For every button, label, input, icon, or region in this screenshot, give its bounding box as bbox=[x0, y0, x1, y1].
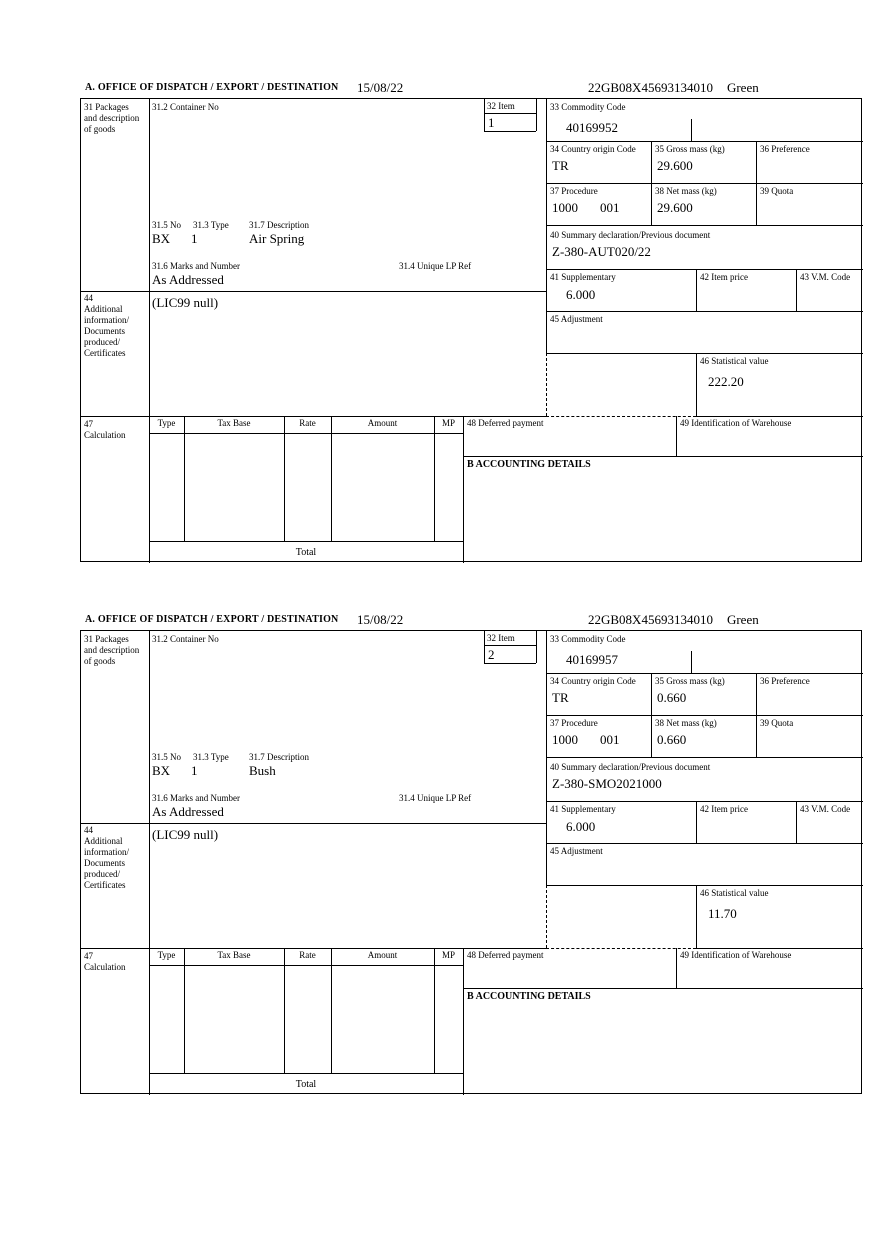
divider-line bbox=[546, 183, 863, 184]
dashed-divider-line bbox=[546, 416, 696, 417]
goods-description-value: Air Spring bbox=[249, 231, 305, 246]
divider-line bbox=[463, 456, 863, 457]
office-of-dispatch-label: A. OFFICE OF DISPATCH / EXPORT / DESTINATION bbox=[85, 614, 339, 625]
divider-line bbox=[546, 757, 863, 758]
divider-line bbox=[546, 673, 863, 674]
declaration-form bbox=[80, 630, 862, 1094]
box41-label: 41 Supplementary bbox=[550, 272, 616, 282]
divider-line bbox=[484, 645, 536, 646]
divider-line bbox=[184, 416, 185, 541]
box40-label: 40 Summary declaration/Previous document bbox=[550, 230, 711, 240]
divider-line bbox=[331, 416, 332, 541]
box32-label: 32 Item bbox=[487, 101, 515, 111]
dashed-divider-line bbox=[546, 885, 547, 948]
box31-2-label: 31.2 Container No bbox=[152, 634, 219, 644]
divider-line bbox=[691, 651, 692, 673]
box31-4-label: 31.4 Unique LP Ref bbox=[399, 793, 472, 803]
divider-line bbox=[149, 1073, 463, 1074]
divider-line bbox=[696, 269, 697, 311]
box44-label bbox=[84, 825, 142, 891]
box38-label: 38 Net mass (kg) bbox=[655, 186, 717, 196]
summary-declaration-value: Z-380-SMO2021000 bbox=[552, 776, 662, 791]
box33-label: 33 Commodity Code bbox=[550, 102, 626, 112]
country-origin-value: TR bbox=[552, 690, 569, 705]
divider-line bbox=[546, 225, 863, 226]
country-origin-value: TR bbox=[552, 158, 569, 173]
box47-text: Calculation bbox=[84, 430, 126, 440]
divider-line bbox=[546, 311, 863, 312]
box31-label: 31 Packages and description of goods bbox=[84, 634, 140, 666]
box49-label: 49 Identification of Warehouse bbox=[680, 418, 792, 428]
divider-line bbox=[149, 631, 150, 1095]
calc-header-mp: MP bbox=[441, 418, 455, 428]
divider-line bbox=[546, 269, 863, 270]
calc-header-tax-base: Tax Base bbox=[217, 950, 251, 960]
divider-line bbox=[434, 948, 435, 1073]
calc-header-type: Type bbox=[157, 418, 176, 428]
calc-header-type: Type bbox=[157, 950, 176, 960]
mrn-value: 22GB08X45693134010 bbox=[588, 612, 713, 627]
divider-line bbox=[546, 353, 863, 354]
box39-label: 39 Quota bbox=[760, 186, 794, 196]
block-header bbox=[0, 610, 882, 630]
box33-label: 33 Commodity Code bbox=[550, 634, 626, 644]
divider-line bbox=[676, 948, 677, 988]
divider-line bbox=[546, 715, 863, 716]
box39-label: 39 Quota bbox=[760, 718, 794, 728]
net-mass-value: 29.600 bbox=[657, 200, 693, 215]
statistical-value: 11.70 bbox=[708, 906, 737, 921]
divider-line bbox=[463, 948, 464, 1095]
divider-line bbox=[484, 99, 485, 131]
box44-text: Additional information/ Documents produced/ Certificates bbox=[84, 836, 129, 890]
divider-line bbox=[536, 631, 537, 663]
declaration-reference bbox=[588, 80, 759, 96]
office-of-dispatch-label: A. OFFICE OF DISPATCH / EXPORT / DESTINATION bbox=[85, 82, 339, 93]
box36-label: 36 Preference bbox=[760, 676, 810, 686]
calc-header-mp: MP bbox=[441, 950, 455, 960]
divider-line bbox=[81, 416, 546, 417]
declaration-reference bbox=[588, 612, 759, 628]
box31-4-label: 31.4 Unique LP Ref bbox=[399, 261, 472, 271]
divider-line bbox=[463, 416, 464, 563]
additional-information-value: (LIC99 null) bbox=[152, 295, 219, 310]
calc-header-amount: Amount bbox=[367, 418, 398, 428]
routing-status: Green bbox=[726, 80, 759, 95]
dashed-divider-line bbox=[546, 353, 547, 416]
routing-status: Green bbox=[726, 612, 759, 627]
commodity-code-value: 40169952 bbox=[566, 120, 618, 135]
divider-line bbox=[696, 353, 697, 416]
box43-label: 43 V.M. Code bbox=[800, 272, 851, 282]
divider-line bbox=[463, 988, 863, 989]
box31-5-label: 31.5 No bbox=[152, 752, 181, 762]
divider-line bbox=[184, 948, 185, 1073]
statistical-value: 222.20 bbox=[708, 374, 744, 389]
declaration-form bbox=[80, 98, 862, 562]
box47-label bbox=[84, 951, 144, 973]
procedure-ext-code: 001 bbox=[600, 732, 620, 747]
box31-3-label: 31.3 Type bbox=[193, 220, 229, 230]
divider-line bbox=[149, 965, 463, 966]
box34-label: 34 Country origin Code bbox=[550, 676, 636, 686]
declaration-item-block-2 bbox=[0, 610, 882, 1100]
divider-line bbox=[696, 801, 697, 843]
box35-label: 35 Gross mass (kg) bbox=[655, 676, 725, 686]
divider-line bbox=[484, 631, 485, 663]
box32-label: 32 Item bbox=[487, 633, 515, 643]
box31-6-label: 31.6 Marks and Number bbox=[152, 793, 240, 803]
box45-label: 45 Adjustment bbox=[550, 314, 603, 324]
divider-line bbox=[484, 663, 536, 664]
supplementary-value: 6.000 bbox=[566, 819, 596, 834]
box47-text: Calculation bbox=[84, 962, 126, 972]
dispatch-date: 15/08/22 bbox=[357, 80, 404, 95]
box31-label: 31 Packages and description of goods bbox=[84, 102, 140, 134]
accounting-details-label: B ACCOUNTING DETAILS bbox=[467, 991, 591, 1002]
box48-label: 48 Deferred payment bbox=[467, 418, 544, 428]
net-mass-value: 0.660 bbox=[657, 732, 687, 747]
box46-label: 46 Statistical value bbox=[700, 888, 769, 898]
calc-header-tax-base: Tax Base bbox=[217, 418, 251, 428]
additional-information-value: (LIC99 null) bbox=[152, 827, 219, 842]
box48-label: 48 Deferred payment bbox=[467, 950, 544, 960]
divider-line bbox=[796, 269, 797, 311]
divider-line bbox=[484, 131, 536, 132]
calc-total-label: Total bbox=[295, 547, 317, 558]
box37-label: 37 Procedure bbox=[550, 718, 598, 728]
divider-line bbox=[676, 416, 677, 456]
box31-2-label: 31.2 Container No bbox=[152, 102, 219, 112]
dashed-divider-line bbox=[546, 948, 696, 949]
goods-description-value: Bush bbox=[249, 763, 276, 778]
box44-number: 44 bbox=[84, 293, 93, 303]
procedure-code: 1000 bbox=[552, 732, 578, 747]
packages-type-value: 1 bbox=[191, 231, 198, 246]
accounting-details-label: B ACCOUNTING DETAILS bbox=[467, 459, 591, 470]
box42-label: 42 Item price bbox=[700, 272, 748, 282]
divider-line bbox=[546, 885, 863, 886]
procedure-code: 1000 bbox=[552, 200, 578, 215]
box44-number: 44 bbox=[84, 825, 93, 835]
box31-5-label: 31.5 No bbox=[152, 220, 181, 230]
divider-line bbox=[691, 119, 692, 141]
divider-line bbox=[696, 885, 697, 948]
divider-line bbox=[149, 433, 463, 434]
divider-line bbox=[81, 823, 546, 824]
procedure-ext-code: 001 bbox=[600, 200, 620, 215]
divider-line bbox=[81, 948, 546, 949]
box47-label bbox=[84, 419, 144, 441]
divider-line bbox=[284, 416, 285, 541]
packages-type-value: 1 bbox=[191, 763, 198, 778]
box41-label: 41 Supplementary bbox=[550, 804, 616, 814]
box37-label: 37 Procedure bbox=[550, 186, 598, 196]
supplementary-value: 6.000 bbox=[566, 287, 596, 302]
calc-header-rate: Rate bbox=[299, 950, 316, 960]
box49-label: 49 Identification of Warehouse bbox=[680, 950, 792, 960]
divider-line bbox=[536, 99, 537, 131]
packages-no-value: BX bbox=[152, 231, 171, 246]
calc-total-label: Total bbox=[295, 1079, 317, 1090]
divider-line bbox=[546, 631, 547, 885]
calc-header-amount: Amount bbox=[367, 950, 398, 960]
box42-label: 42 Item price bbox=[700, 804, 748, 814]
divider-line bbox=[331, 948, 332, 1073]
marks-and-number-value: As Addressed bbox=[152, 272, 224, 287]
divider-line bbox=[696, 948, 863, 949]
divider-line bbox=[546, 801, 863, 802]
box40-label: 40 Summary declaration/Previous document bbox=[550, 762, 711, 772]
box31-6-label: 31.6 Marks and Number bbox=[152, 261, 240, 271]
packages-no-value: BX bbox=[152, 763, 171, 778]
divider-line bbox=[696, 416, 863, 417]
mrn-value: 22GB08X45693134010 bbox=[588, 80, 713, 95]
summary-declaration-value: Z-380-AUT020/22 bbox=[552, 244, 651, 259]
item-number-value: 2 bbox=[488, 647, 495, 662]
box44-text: Additional information/ Documents produced/ Certificates bbox=[84, 304, 129, 358]
box36-label: 36 Preference bbox=[760, 144, 810, 154]
divider-line bbox=[149, 99, 150, 563]
divider-line bbox=[284, 948, 285, 1073]
box46-label: 46 Statistical value bbox=[700, 356, 769, 366]
box35-label: 35 Gross mass (kg) bbox=[655, 144, 725, 154]
box31-7-label: 31.7 Description bbox=[249, 752, 309, 762]
divider-line bbox=[149, 541, 463, 542]
divider-line bbox=[546, 843, 863, 844]
block-header bbox=[0, 78, 882, 98]
divider-line bbox=[796, 801, 797, 843]
divider-line bbox=[484, 113, 536, 114]
divider-line bbox=[434, 416, 435, 541]
divider-line bbox=[81, 291, 546, 292]
declaration-item-block-1 bbox=[0, 78, 882, 568]
divider-line bbox=[546, 99, 547, 353]
box47-number: 47 bbox=[84, 419, 93, 429]
gross-mass-value: 29.600 bbox=[657, 158, 693, 173]
dispatch-date: 15/08/22 bbox=[357, 612, 404, 627]
box47-number: 47 bbox=[84, 951, 93, 961]
box43-label: 43 V.M. Code bbox=[800, 804, 851, 814]
box44-label bbox=[84, 293, 142, 359]
commodity-code-value: 40169957 bbox=[566, 652, 618, 667]
box38-label: 38 Net mass (kg) bbox=[655, 718, 717, 728]
gross-mass-value: 0.660 bbox=[657, 690, 687, 705]
marks-and-number-value: As Addressed bbox=[152, 804, 224, 819]
box31-3-label: 31.3 Type bbox=[193, 752, 229, 762]
item-number-value: 1 bbox=[488, 115, 495, 130]
calc-header-rate: Rate bbox=[299, 418, 316, 428]
box34-label: 34 Country origin Code bbox=[550, 144, 636, 154]
procedure-value bbox=[552, 733, 620, 747]
procedure-value bbox=[552, 201, 620, 215]
divider-line bbox=[546, 141, 863, 142]
box45-label: 45 Adjustment bbox=[550, 846, 603, 856]
box31-7-label: 31.7 Description bbox=[249, 220, 309, 230]
